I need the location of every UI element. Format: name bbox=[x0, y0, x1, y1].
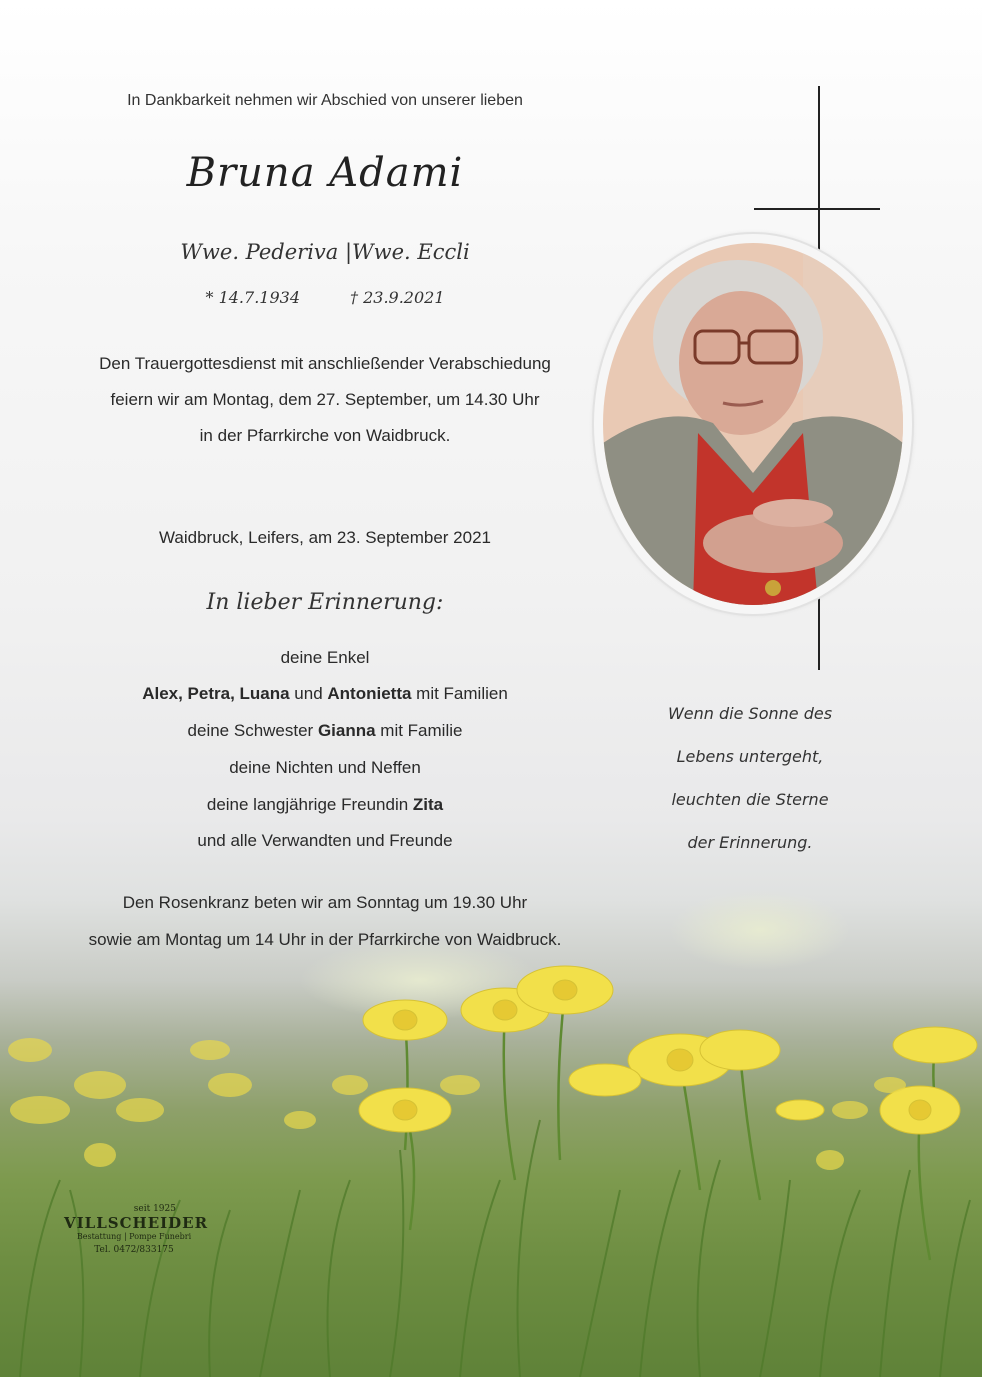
deceased-name: Bruna Adami bbox=[186, 150, 464, 196]
service-line-2: feiern wir am Montag, dem 27. September, um 14.30 Uhr bbox=[110, 390, 540, 409]
grandchildren-names: Alex, Petra, Luana bbox=[142, 684, 290, 703]
death-date: † 23.9.2021 bbox=[350, 288, 445, 307]
quote-line-1: Wenn die Sonne des bbox=[667, 704, 833, 723]
remembrance-heading: In lieber Erinnerung: bbox=[206, 590, 444, 615]
logo-since: seit 1925 bbox=[133, 1204, 176, 1214]
sister-label: deine Schwester bbox=[187, 721, 318, 740]
friend-name: Zita bbox=[412, 795, 444, 814]
friend-label: deine langjährige Freundin bbox=[206, 795, 413, 814]
sister-name: Gianna bbox=[317, 721, 376, 740]
birth-date: * 14.7.1934 bbox=[205, 288, 300, 307]
family-text: mit Familien bbox=[411, 684, 508, 703]
family-text: mit Familie bbox=[375, 721, 463, 740]
place-date: Waidbruck, Leifers, am 23. September 2021 bbox=[159, 528, 491, 547]
funeral-home-logo bbox=[64, 1204, 209, 1255]
quote-line-3: leuchten die Sterne bbox=[671, 790, 829, 809]
portrait-photo bbox=[603, 243, 903, 605]
logo-subtitle: Bestattung | Pompe Funebri bbox=[76, 1232, 192, 1241]
cross-horizontal-bar bbox=[754, 208, 880, 210]
intro-text: In Dankbarkeit nehmen wir Abschied von unserer lieben bbox=[127, 92, 523, 109]
widow-names: Wwe. Pederiva |Wwe. Eccli bbox=[180, 240, 470, 264]
rosary-line-2: sowie am Montag um 14 Uhr in der Pfarrkirche von Waidbruck. bbox=[88, 930, 562, 949]
quote-line-2: Lebens untergeht, bbox=[676, 747, 824, 766]
logo-brand: VILLSCHEIDER bbox=[64, 1214, 209, 1232]
mourner-line-3 bbox=[40, 721, 610, 741]
life-dates bbox=[40, 288, 610, 307]
mourner-line-4: deine Nichten und Neffen bbox=[229, 758, 421, 777]
logo-phone: Tel. 0472/833175 bbox=[94, 1245, 174, 1255]
mourner-line-2 bbox=[40, 684, 610, 704]
mourner-line-5 bbox=[40, 795, 610, 815]
mourner-line-6: und alle Verwandten und Freunde bbox=[197, 831, 453, 850]
grandchild-name: Antonietta bbox=[327, 684, 412, 703]
rosary-line-1: Den Rosenkranz beten wir am Sonntag um 19.30 Uhr bbox=[122, 893, 528, 912]
quote-line-4: der Erinnerung. bbox=[687, 833, 813, 852]
mourner-line-1: deine Enkel bbox=[280, 648, 370, 667]
service-line-1: Den Trauergottesdienst mit anschließender Verabschiedung bbox=[99, 354, 551, 373]
obituary-text bbox=[40, 0, 610, 1377]
service-line-3: in der Pfarrkirche von Waidbruck. bbox=[199, 426, 451, 445]
connector-text: und bbox=[289, 684, 328, 703]
